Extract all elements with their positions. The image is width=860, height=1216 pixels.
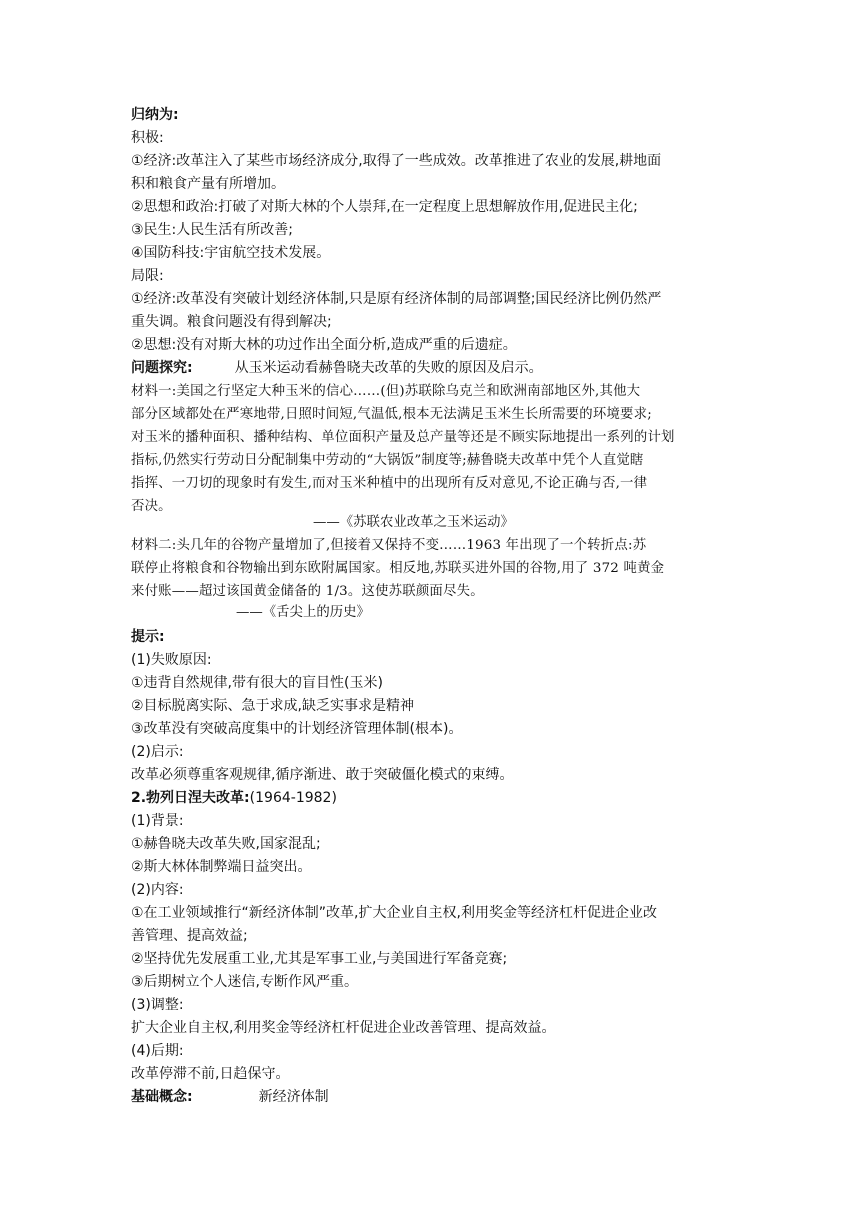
- section2-line: 善管理、提高效益;: [131, 928, 248, 944]
- section2-line: ②斯大林体制弊端日益突出。: [131, 859, 312, 875]
- section2-line: ②坚持优先发展重工业,尤其是军事工业,与美国进行军备竞赛;: [131, 951, 508, 967]
- positive-line: ①经济:改革注入了某些市场经济成分,取得了一些成效。改革推进了农业的发展,耕地面: [131, 153, 662, 169]
- section2-line: (1)背景:: [131, 813, 184, 829]
- section2-line: (4)后期:: [131, 1043, 184, 1059]
- section2-line: ③后期树立个人迷信,专断作风严重。: [131, 974, 359, 990]
- section2-years: (1964-1982): [249, 790, 337, 806]
- hint-line: ②目标脱离实际、急于求成,缺乏实事求是精神: [131, 698, 414, 714]
- concept-label: 基础概念:: [131, 1089, 193, 1105]
- concept-value: 新经济体制: [258, 1089, 329, 1105]
- inquiry-title: 从玉米运动看赫鲁晓夫改革的失败的原因及启示。: [234, 360, 543, 376]
- limit-line: ②思想:没有对斯大林的功过作出全面分析,造成严重的后遗症。: [131, 337, 517, 353]
- limit-label: 局限:: [131, 268, 164, 284]
- section2-title-row: [131, 787, 741, 810]
- section2-line: 改革停滞不前,日趋保守。: [131, 1066, 290, 1082]
- limit-line: ①经济:改革没有突破计划经济体制,只是原有经济体制的局部调整;国民经济比例仍然严: [131, 291, 662, 307]
- material2-source: ——《舌尖上的历史》: [236, 605, 370, 620]
- material1-line: 指挥、一刀切的现象时有发生,而对玉米种植中的出现所有反对意见,不论正确与否,一律: [131, 476, 648, 491]
- section2-line: (3)调整:: [131, 997, 184, 1013]
- inquiry-label: 问题探究:: [131, 360, 193, 376]
- material2-line: 联停止将粮食和谷物输出到东欧附属国家。相反地,苏联买进外国的谷物,用了 372 吨黄金: [131, 561, 665, 576]
- concept-row: [131, 1086, 741, 1109]
- material1-line: 否决。: [131, 499, 172, 514]
- section2-line: ①在工业领域推行“新经济体制”改革,扩大企业自主权,利用奖金等经济杠杆促进企业改: [131, 905, 657, 921]
- material1-line: 材料一:美国之行坚定大种玉米的信心……(但)苏联除乌克兰和欧洲南部地区外,其他大: [131, 384, 641, 399]
- limit-line: 重失调。粮食问题没有得到解决;: [131, 314, 332, 330]
- positive-line: 积和粮食产量有所增加。: [131, 176, 285, 192]
- positive-line: ③民生:人民生活有所改善;: [131, 222, 293, 238]
- positive-line: ②思想和政治:打破了对斯大林的个人崇拜,在一定程度上思想解放作用,促进民主化;: [131, 199, 638, 215]
- material1-line: 对玉米的播种面积、播种结构、单位面积产量及总产量等还是不顾实际地提出一系列的计划: [131, 430, 675, 445]
- section2-line: 扩大企业自主权,利用奖金等经济杠杆促进企业改善管理、提高效益。: [131, 1020, 556, 1036]
- material1-line: 指标,仍然实行劳动日分配制集中劳动的“大锅饭”制度等;赫鲁晓夫改革中凭个人直觉瞎: [131, 453, 644, 468]
- summary-heading: 归纳为:: [131, 107, 179, 123]
- section2-title: 2.勃列日涅夫改革:: [131, 790, 250, 806]
- hint-line: ③改革没有突破高度集中的计划经济管理体制(根本)。: [131, 721, 463, 737]
- section2-line: (2)内容:: [131, 882, 184, 898]
- positive-label: 积极:: [131, 130, 164, 146]
- material1-source: ——《苏联农业改革之玉米运动》: [313, 515, 514, 530]
- positive-line: ④国防科技:宇宙航空技术发展。: [131, 245, 331, 261]
- hint-line: (1)失败原因:: [131, 652, 212, 668]
- section2-line: ①赫鲁晓夫改革失败,国家混乱;: [131, 836, 321, 852]
- hint-line: (2)启示:: [131, 744, 184, 760]
- material1-line: 部分区域都处在严寒地带,日照时间短,气温低,根本无法满足玉米生长所需要的环境要求;: [131, 407, 652, 422]
- hint-line: ①违背自然规律,带有很大的盲目性(玉米): [131, 675, 383, 691]
- hints-label: 提示:: [131, 629, 165, 645]
- material2-line: 来付账——超过该国黄金储备的 1/3。这使苏联颜面尽失。: [131, 584, 484, 599]
- inquiry-row: [131, 357, 741, 380]
- hint-line: 改革必须尊重客观规律,循序渐进、敢于突破僵化模式的束缚。: [131, 767, 514, 783]
- material2-line: 材料二:头几年的谷物产量增加了,但接着又保持不变……1963 年出现了一个转折点:苏: [131, 538, 647, 553]
